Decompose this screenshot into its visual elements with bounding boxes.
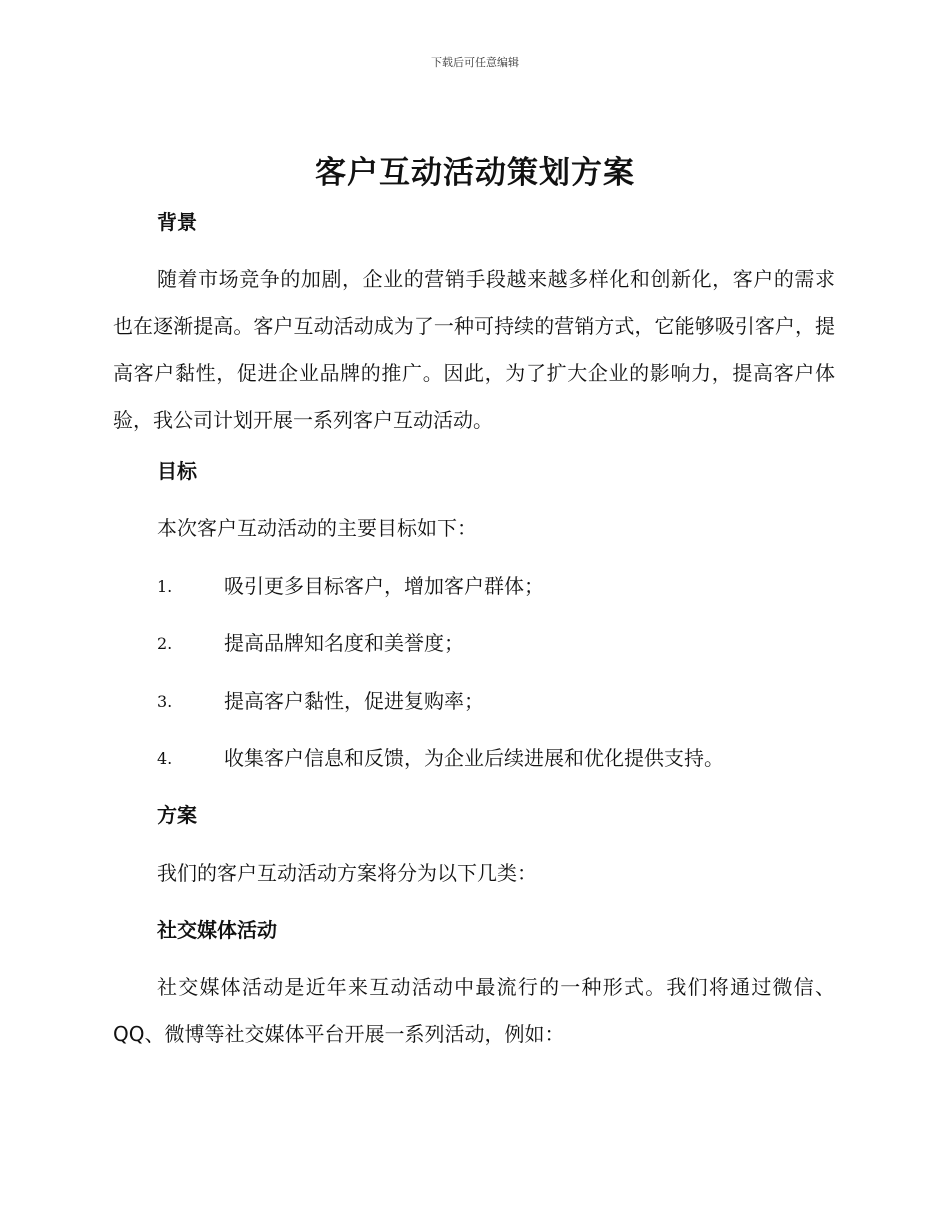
list-text: 吸引更多目标客户，增加客户群体； xyxy=(224,574,544,598)
list-number: 2. xyxy=(157,633,173,653)
section-heading-background: 背景 xyxy=(157,210,197,234)
goals-intro: 本次客户互动活动的主要目标如下： xyxy=(157,516,477,540)
section-heading-social-media: 社交媒体活动 xyxy=(157,918,277,942)
list-number: 1. xyxy=(157,576,173,596)
goal-list-item xyxy=(157,629,464,657)
list-text: 提高客户黏性，促进复购率； xyxy=(224,689,484,713)
section-heading-goals: 目标 xyxy=(157,459,197,483)
plan-intro: 我们的客户互动活动方案将分为以下几类： xyxy=(157,861,537,885)
list-text: 提高品牌知名度和美誉度； xyxy=(224,631,464,655)
goal-list-item xyxy=(157,572,544,600)
list-number: 3. xyxy=(157,691,173,711)
background-paragraph: 随着市场竞争的加剧，企业的营销手段越来越多样化和创新化，客户的需求也在逐渐提高。客户互动活动成为了一种可持续的营销方式，它能够吸引客户，提高客户黏性，促进企业品牌的推广。因此，为了扩大企业的影响力，提高客户体验，我公司计划开展一系列客户互动活动。 xyxy=(113,267,835,432)
page-header: 下载后可任意编辑 xyxy=(431,56,519,69)
section-heading-plan: 方案 xyxy=(157,803,197,827)
social-media-paragraph: 社交媒体活动是近年来互动活动中最流行的一种形式。我们将通过微信、QQ、微博等社交媒体平台开展一系列活动，例如： xyxy=(113,975,835,1046)
document-title: 客户互动活动策划方案 xyxy=(315,155,635,191)
list-text: 收集客户信息和反馈，为企业后续进展和优化提供支持。 xyxy=(224,746,724,770)
goal-list-item xyxy=(157,744,724,772)
goal-list-item xyxy=(157,687,484,715)
list-number: 4. xyxy=(157,748,173,768)
